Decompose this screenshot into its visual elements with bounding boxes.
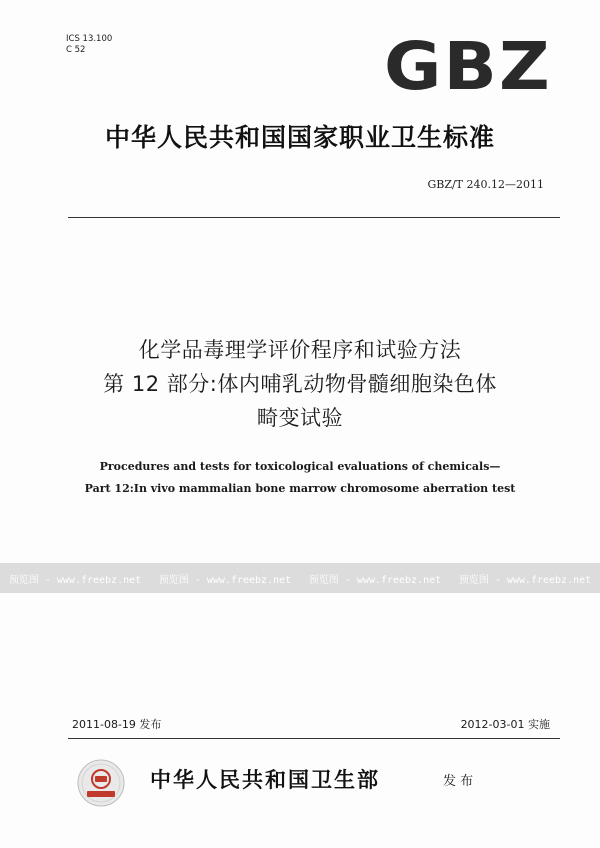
watermark-segment: 预览图 - www.freebz.net bbox=[308, 574, 442, 586]
publisher-suffix: 发 布 bbox=[443, 774, 474, 789]
watermark-segment: 预览图 - www.freebz.net bbox=[458, 574, 592, 586]
org-title: 中华人民共和国国家职业卫生标准 bbox=[104, 123, 495, 152]
chinese-title-line-3: 畸变试验 bbox=[257, 406, 343, 430]
watermark-band bbox=[0, 563, 600, 593]
watermark-segment: 预览图 - www.freebz.net bbox=[8, 574, 142, 586]
issue-date: 2011-08-19 发布 bbox=[72, 718, 162, 731]
ccs-code: C 52 bbox=[66, 45, 86, 55]
english-title-line-1: Procedures and tests for toxicological evaluations of chemicals— bbox=[99, 460, 501, 473]
chinese-title-line-1: 化学品毒理学评价程序和试验方法 bbox=[138, 338, 462, 362]
anti-counterfeit-seal-icon bbox=[76, 758, 126, 808]
english-title-line-2: Part 12:In vivo mammalian bone marrow chromosome aberration test bbox=[84, 482, 516, 495]
ics-code: ICS 13.100 bbox=[66, 34, 113, 44]
gbz-logo: GBZ bbox=[384, 28, 552, 105]
classification-codes bbox=[66, 34, 112, 56]
publisher-name: 中华人民共和国卫生部 bbox=[150, 767, 380, 792]
header-divider bbox=[68, 217, 560, 218]
footer-divider bbox=[68, 738, 560, 739]
standard-number: GBZ/T 240.12—2011 bbox=[427, 178, 544, 191]
chinese-title-line-2: 第 12 部分:体内哺乳动物骨髓细胞染色体 bbox=[103, 372, 497, 396]
watermark-segment: 预览图 - www.freebz.net bbox=[158, 574, 292, 586]
implementation-date: 2012-03-01 实施 bbox=[460, 718, 550, 731]
